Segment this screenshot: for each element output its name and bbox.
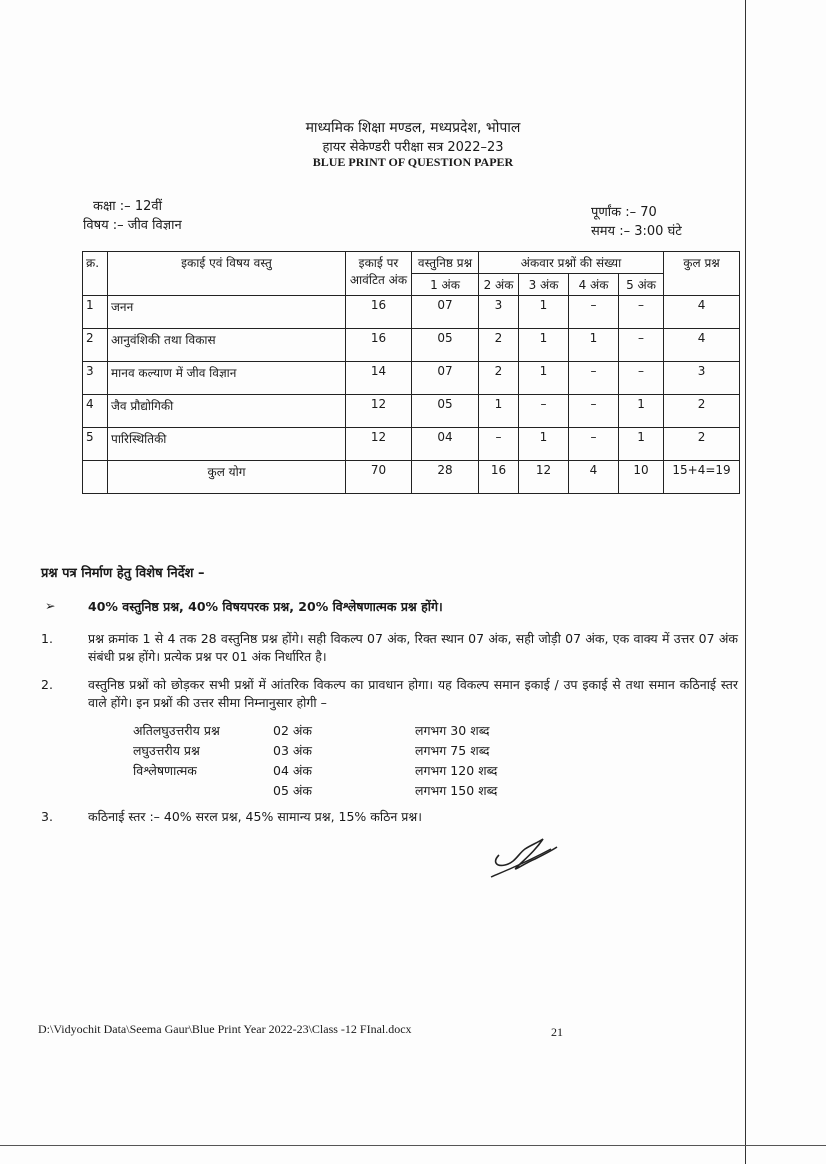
signature-image: [485, 833, 565, 883]
subject-label: विषय :– जीव विज्ञान: [83, 218, 182, 233]
page-bottom-line: [0, 1145, 826, 1146]
row-unit: आनुवंशिकी तथा विकास: [108, 329, 346, 362]
row-unit: जनन: [108, 296, 346, 329]
subheader-2-marks: 2 अंक: [479, 274, 519, 296]
table-row: [83, 395, 740, 428]
p2-text: वस्तुनिष्ठ प्रश्नों को छोड़कर सभी प्रश्नों में आंतरिक विकल्प का प्रावधान होगा। यह विकल्प समान इकाई / उप इकाई से तथा समान कठिनाई स्तर वाले होंगे। इन प्रश्नों की उत्तर सीमा निम्नानुसार होगी –: [88, 677, 738, 710]
table-row: [83, 296, 740, 329]
row-m5: 1: [619, 428, 664, 461]
row-m1: 07: [412, 296, 479, 329]
row-marks: 12: [346, 395, 412, 428]
row-m3: 1: [519, 428, 569, 461]
wl-words: लगभग 75 शब्द: [415, 743, 490, 758]
word-limit-table: [133, 722, 553, 802]
row-m2: 2: [479, 329, 519, 362]
row-m4: 1: [569, 329, 619, 362]
total-label: कुल योग: [108, 461, 346, 494]
document-header: [0, 118, 826, 170]
bullet-marker: ➢: [45, 598, 56, 613]
row-m5: –: [619, 296, 664, 329]
row-sn: 4: [83, 395, 108, 428]
blueprint-table: [82, 251, 740, 494]
row-total: 4: [664, 296, 740, 329]
word-limit-row: [133, 782, 553, 802]
header-total: कुल प्रश्न: [664, 252, 740, 296]
wl-marks: 02 अंक: [273, 723, 313, 738]
row-unit: मानव कल्याण में जीव विज्ञान: [108, 362, 346, 395]
exam-session: हायर सेकेण्डरी परीक्षा सत्र 2022–23: [322, 140, 504, 155]
total-questions: 15+4=19: [664, 461, 740, 494]
page-edge-line: [745, 0, 746, 1164]
total-m3: 12: [519, 461, 569, 494]
row-m4: –: [569, 362, 619, 395]
header-sn: क्र.: [83, 252, 108, 296]
row-m3: 1: [519, 329, 569, 362]
header-unit-marks: इकाई पर आवंटित अंक: [346, 252, 412, 296]
row-sn: 1: [83, 296, 108, 329]
row-total: 4: [664, 329, 740, 362]
row-m3: –: [519, 395, 569, 428]
row-m2: 2: [479, 362, 519, 395]
row-m3: 1: [519, 296, 569, 329]
footer-file-path: D:\Vidyochit Data\Seema Gaur\Blue Print Year 2022-23\Class -12 FInal.docx: [38, 1022, 412, 1036]
total-sn-empty: [83, 461, 108, 494]
subheader-1-mark: 1 अंक: [412, 274, 479, 296]
wl-marks: 04 अंक: [273, 763, 313, 778]
wl-words: लगभग 120 शब्द: [415, 763, 498, 778]
table-row: [83, 329, 740, 362]
row-sn: 3: [83, 362, 108, 395]
table-row: [83, 362, 740, 395]
word-limit-row: [133, 742, 553, 762]
table-row: [83, 428, 740, 461]
row-marks: 14: [346, 362, 412, 395]
wl-type: विश्लेषणात्मक: [133, 763, 197, 778]
row-marks: 16: [346, 329, 412, 362]
wl-marks: 03 अंक: [273, 743, 313, 758]
row-total: 3: [664, 362, 740, 395]
row-m1: 05: [412, 329, 479, 362]
instructions-heading: प्रश्न पत्र निर्माण हेतु विशेष निर्देश –: [41, 566, 205, 581]
page-number: 21: [551, 1025, 563, 1039]
row-m2: –: [479, 428, 519, 461]
total-m2: 16: [479, 461, 519, 494]
row-m1: 05: [412, 395, 479, 428]
row-sn: 5: [83, 428, 108, 461]
max-marks-label: पूर्णांक :– 70: [591, 205, 657, 220]
row-marks: 12: [346, 428, 412, 461]
p3-text: कठिनाई स्तर :– 40% सरल प्रश्न, 45% सामान्य प्रश्न, 15% कठिन प्रश्न।: [88, 809, 422, 824]
row-sn: 2: [83, 329, 108, 362]
row-total: 2: [664, 395, 740, 428]
p3-number: 3.: [41, 809, 53, 824]
row-m5: –: [619, 329, 664, 362]
row-m4: –: [569, 395, 619, 428]
word-limit-row: [133, 762, 553, 782]
wl-type: लघुउत्तरीय प्रश्न: [133, 743, 200, 758]
table-body: [83, 296, 740, 494]
subheader-3-marks: 3 अंक: [519, 274, 569, 296]
row-m1: 04: [412, 428, 479, 461]
total-marks: 70: [346, 461, 412, 494]
row-total: 2: [664, 428, 740, 461]
header-objective: वस्तुनिष्ठ प्रश्न: [412, 252, 479, 274]
total-m5: 10: [619, 461, 664, 494]
row-m1: 07: [412, 362, 479, 395]
wl-type: अतिलघुउत्तरीय प्रश्न: [133, 723, 220, 738]
header-markwise: अंकवार प्रश्नों की संख्या: [479, 252, 664, 274]
row-m5: 1: [619, 395, 664, 428]
row-marks: 16: [346, 296, 412, 329]
row-m2: 1: [479, 395, 519, 428]
row-m4: –: [569, 296, 619, 329]
total-m1: 28: [412, 461, 479, 494]
wl-words: लगभग 150 शब्द: [415, 783, 498, 798]
p2-number: 2.: [41, 677, 53, 692]
row-unit: पारिस्थितिकी: [108, 428, 346, 461]
wl-marks: 05 अंक: [273, 783, 313, 798]
word-limit-row: [133, 722, 553, 742]
p1-text: प्रश्न क्रमांक 1 से 4 तक 28 वस्तुनिष्ठ प्रश्न होंगे। सही विकल्प 07 अंक, रिक्त स्थान 07 अंक, सही जोड़ी 07 अंक, एक वाक्य में उत्तर 07 अंक संबंधी प्रश्न होंगे। प्रत्येक प्रश्न पर 01 अंक निर्धारित है।: [88, 631, 738, 664]
subheader-5-marks: 5 अंक: [619, 274, 664, 296]
row-m5: –: [619, 362, 664, 395]
row-m4: –: [569, 428, 619, 461]
wl-words: लगभग 30 शब्द: [415, 723, 490, 738]
subheader-4-marks: 4 अंक: [569, 274, 619, 296]
row-m2: 3: [479, 296, 519, 329]
total-m4: 4: [569, 461, 619, 494]
p1-number: 1.: [41, 631, 53, 646]
board-name: माध्यमिक शिक्षा मण्डल, मध्यप्रदेश, भोपाल: [305, 120, 521, 136]
header-unit: इकाई एवं विषय वस्तु: [108, 252, 346, 296]
class-label: कक्षा :– 12वीं: [93, 199, 162, 214]
table-total-row: [83, 461, 740, 494]
row-unit: जैव प्रौद्योगिकी: [108, 395, 346, 428]
time-label: समय :– 3:00 घंटे: [591, 224, 682, 239]
bullet-text: 40% वस्तुनिष्ठ प्रश्न, 40% विषयपरक प्रश्न, 20% विश्लेषणात्मक प्रश्न होंगे।: [88, 599, 443, 614]
document-title: BLUE PRINT OF QUESTION PAPER: [312, 155, 514, 169]
row-m3: 1: [519, 362, 569, 395]
